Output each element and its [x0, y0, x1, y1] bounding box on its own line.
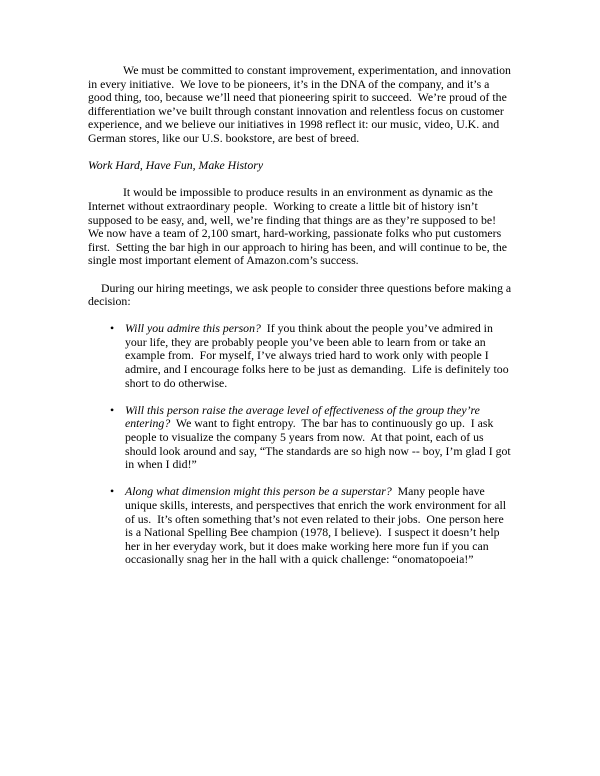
paragraph-text: We must be committed to constant improvement, experimentation, and innovation in every initiative. We love to be pioneers, it’s in the DNA of the company, and it’s a good thing, too, because we’ll need that pioneering spirit to succeed. We’re proud of the differentiation we’ve built through constant innovation and relentless focus on customer experience, and we believe our initiatives in 1998 reflect it: our music, video, U.K. and German stores, like our U.S. bookstore, are best of breed.: [88, 63, 514, 145]
bullet-question: Along what dimension might this person be a superstar?: [125, 484, 392, 499]
bullet-icon: •: [110, 321, 115, 336]
section-heading: [88, 159, 512, 173]
list-item-effectiveness: [88, 404, 512, 472]
list-item-admire: [88, 322, 512, 390]
paragraph-text: It would be impossible to produce results in an environment as dynamic as the Internet without extraordinary people. Working to create a little bit of history isn’t supposed to be easy, and, well, we’re finding that things are as they’re supposed to be! We now have a team of 2,100 smart, hard-working, passionate folks who put customers first. Setting the bar high in our approach to hiring has been, and will continue to be, the single most important element of Amazon.com’s success.: [88, 185, 510, 268]
paragraph-innovation: [88, 64, 512, 146]
bullet-body: Many people have unique skills, interests, and perspectives that enrich the work environment for all of us. It’s often something that’s not even related to their jobs. One person here is a National Spelling Bee champion (1978, I believe). I suspect it doesn’t help her in her everyday work, but it does make working here more fun if you can occasionally snag her in the hall with a quick challenge: “onomatopoeia!”: [125, 484, 509, 567]
bullet-icon: •: [110, 484, 115, 499]
bullet-question: Will this person raise the average level of effectiveness of the group they’re entering?: [125, 402, 483, 431]
list-item-superstar: [88, 485, 512, 567]
hiring-question-list: [88, 322, 512, 567]
bullet-icon: •: [110, 402, 115, 417]
paragraph-hiring-intro: [88, 280, 515, 309]
section-heading-text: Work Hard, Have Fun, Make History: [88, 158, 264, 173]
paragraph-extraordinary-people: [88, 186, 512, 268]
paragraph-text: During our hiring meetings, we ask people to consider three questions before making a decision:: [88, 280, 515, 309]
bullet-body: If you think about the people you’ve admired in your life, they are probably people you’ve been able to learn from or take an example from. For myself, I’ve always tried hard to work only with people I admire, and I encourage folks here to be just as demanding. Life is definitely too short to do otherwise.: [125, 321, 512, 390]
bullet-body: We want to fight entropy. The bar has to continuously go up. I ask people to visualize the company 5 years from now. At that point, each of us should look around and say, “The standards are so high now -- boy, I’m glad I got in when I did!”: [125, 416, 514, 472]
bullet-question: Will you admire this person?: [125, 321, 261, 336]
